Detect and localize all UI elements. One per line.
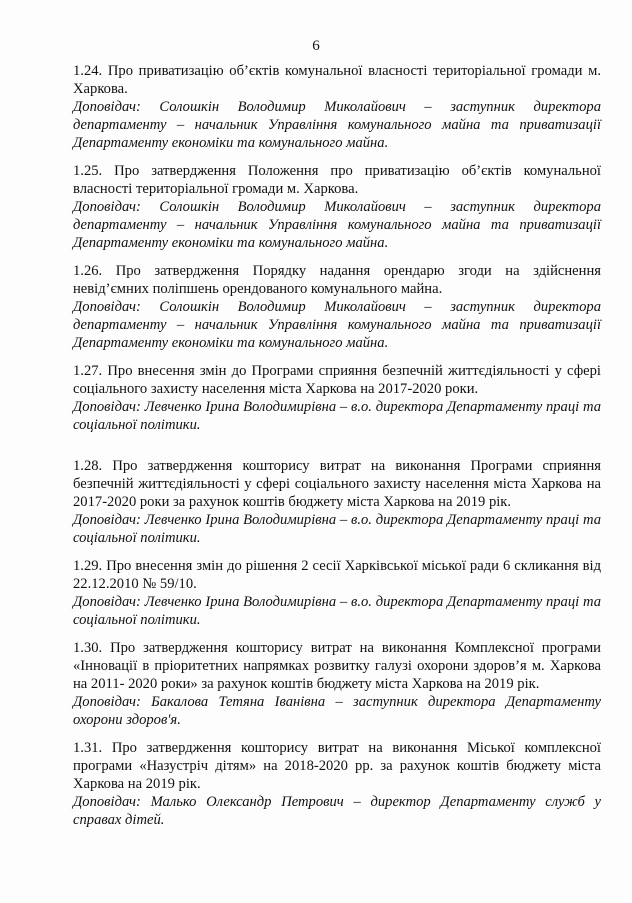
agenda-item-1-29 bbox=[73, 557, 601, 629]
agenda-item-1-26 bbox=[73, 262, 601, 352]
agenda-list bbox=[73, 62, 601, 839]
agenda-item-1-27 bbox=[73, 362, 601, 434]
agenda-item-speaker: Доповідач: Солошкін Володимир Миколайович – заступник директора департаменту – начальник Управління комунального майна та приватизації Департаменту економіки та комунального майна. bbox=[73, 299, 601, 351]
agenda-item-1-25 bbox=[73, 162, 601, 252]
agenda-item-speaker: Доповідач: Бакалова Тетяна Іванівна – заступник директора Департаменту охорони здоров'я. bbox=[73, 694, 601, 728]
agenda-item-title: 1.25. Про затвердження Положення про приватизацію об’єктів комунальної власності територіальної громади м. Харкова. bbox=[73, 163, 601, 197]
agenda-item-title: 1.24. Про приватизацію об’єктів комунальної власності територіальної громади м. Харкова. bbox=[73, 63, 601, 97]
agenda-item-1-24 bbox=[73, 62, 601, 152]
agenda-item-1-28 bbox=[73, 457, 601, 547]
agenda-item-speaker: Доповідач: Левченко Ірина Володимирівна – в.о. директора Департаменту праці та соціальної політики. bbox=[73, 594, 601, 628]
agenda-item-title: 1.31. Про затвердження кошторису витрат на виконання Міської комплексної програми «Назустріч дітям» на 2018-2020 рр. за рахунок коштів бюджету міста Харкова на 2019 рік. bbox=[73, 740, 601, 792]
page-number: 6 bbox=[312, 38, 320, 54]
agenda-item-title: 1.26. Про затвердження Порядку надання орендарю згоди на здійснення невід’ємних поліпшень орендованого комунального майна. bbox=[73, 263, 601, 297]
agenda-item-speaker: Доповідач: Солошкін Володимир Миколайович – заступник директора департаменту – начальник Управління комунального майна та приватизації Департаменту економіки та комунального майна. bbox=[73, 199, 601, 251]
agenda-item-speaker: Доповідач: Левченко Ірина Володимирівна – в.о. директора Департаменту праці та соціальної політики. bbox=[73, 512, 601, 546]
agenda-item-title: 1.30. Про затвердження кошторису витрат на виконання Комплексної програми «Інновації в пріоритетних напрямках розвитку галузі охорони здоров’я м. Харкова на 2011- 2020 роки» за рахунок коштів бюджету міста Харкова на 2019 рік. bbox=[73, 640, 601, 692]
agenda-item-speaker: Доповідач: Малько Олександр Петрович – директор Департаменту служб у справах дітей. bbox=[73, 794, 601, 828]
agenda-item-1-30 bbox=[73, 639, 601, 729]
agenda-item-title: 1.28. Про затвердження кошторису витрат на виконання Програми сприяння безпечній життєдіяльності у сфері соціального захисту населення міста Харкова на 2017-2020 роки за рахунок коштів бюджету міста Харкова на 2019 рік. bbox=[73, 458, 601, 510]
agenda-item-title: 1.27. Про внесення змін до Програми сприяння безпечній життєдіяльності у сфері соціального захисту населення міста Харкова на 2017-2020 роки. bbox=[73, 363, 601, 397]
agenda-item-title: 1.29. Про внесення змін до рішення 2 сесії Харківської міської ради 6 скликання від 22.12.2010 № 59/10. bbox=[73, 558, 601, 592]
agenda-item-speaker: Доповідач: Левченко Ірина Володимирівна – в.о. директора Департаменту праці та соціальної політики. bbox=[73, 399, 601, 433]
agenda-item-1-31 bbox=[73, 739, 601, 829]
agenda-item-speaker: Доповідач: Солошкін Володимир Миколайович – заступник директора департаменту – начальник Управління комунального майна та приватизації Департаменту економіки та комунального майна. bbox=[73, 99, 601, 151]
